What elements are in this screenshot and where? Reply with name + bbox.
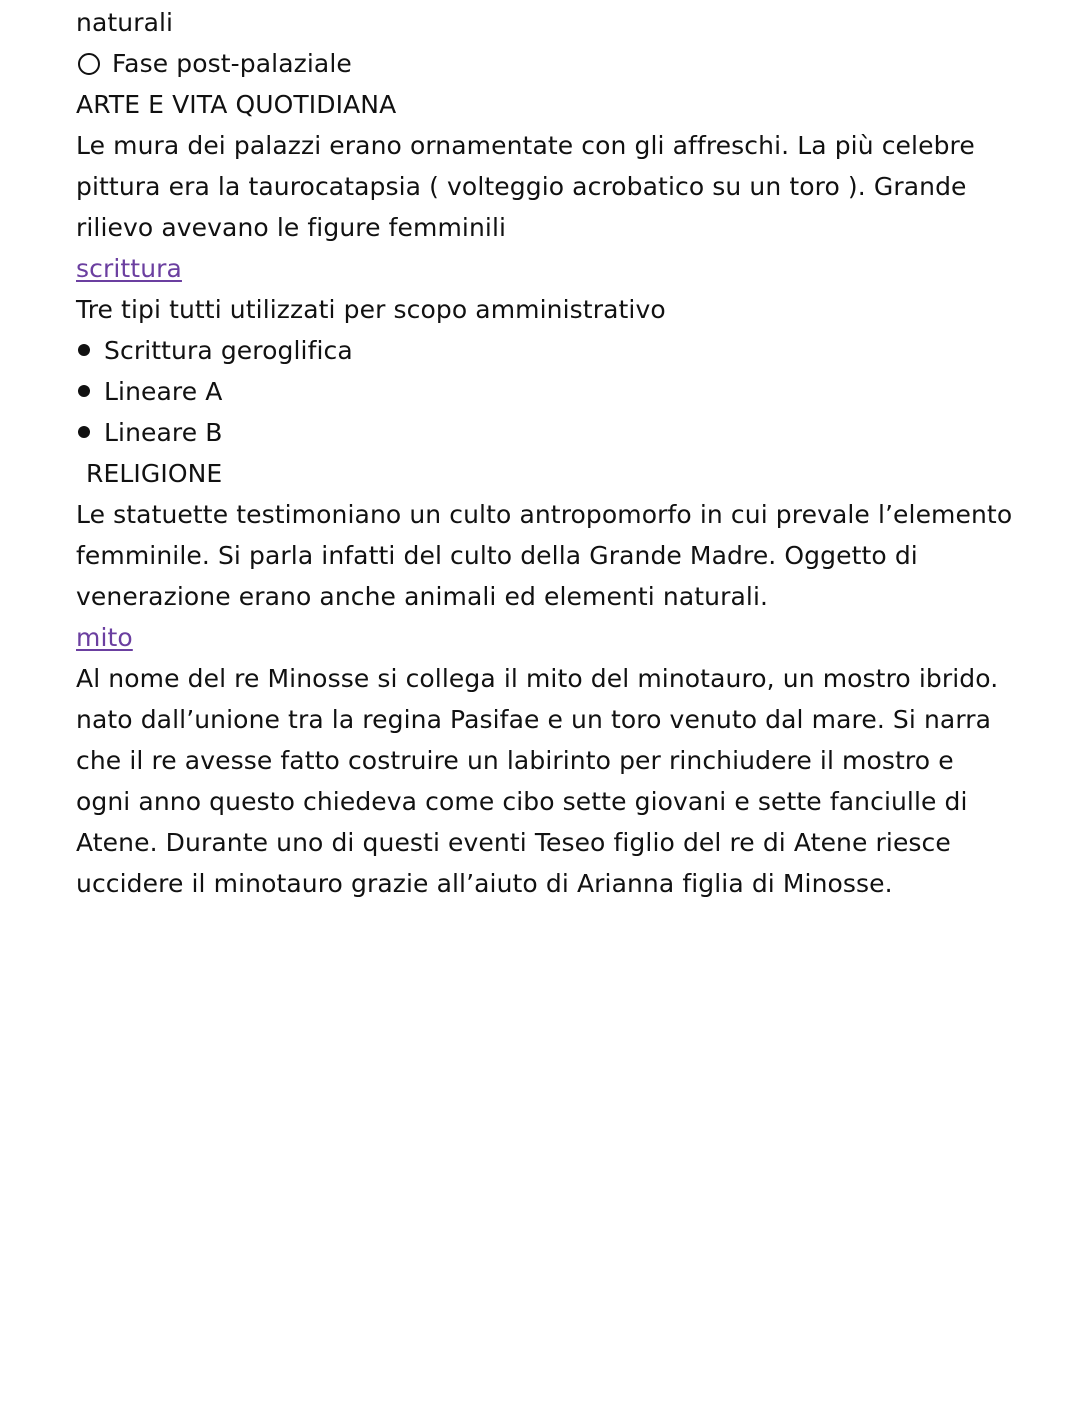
list-item — [76, 330, 1036, 371]
mito-paragraph-line: ogni anno questo chiedeva come cibo sette giovani e sette fanciulle di — [76, 787, 968, 816]
list-item — [76, 371, 1036, 412]
arte-heading: ARTE E VITA QUOTIDIANA — [76, 90, 397, 119]
religione-heading: RELIGIONE — [86, 459, 223, 488]
list-item-label: Scrittura geroglifica — [104, 336, 353, 365]
mito-paragraph-line: che il re avesse fatto costruire un labirinto per rinchiudere il mostro e — [76, 746, 954, 775]
post-palatial-label: Fase post-palaziale — [112, 49, 352, 78]
arte-paragraph-line: Le mura dei palazzi erano ornamentate con gli affreschi. La più celebre — [76, 131, 975, 160]
circle-bullet-icon — [78, 53, 100, 75]
scrittura-link[interactable]: scrittura — [76, 254, 182, 283]
mito-paragraph-line: uccidere il minotauro grazie all’aiuto di Arianna figlia di Minosse. — [76, 869, 893, 898]
mito-paragraph-line: nato dall’unione tra la regina Pasifae e un toro venuto dal mare. Si narra — [76, 705, 992, 734]
bullet-dot-icon — [78, 385, 90, 397]
mito-paragraph-line: Atene. Durante uno di questi eventi Teseo figlio del re di Atene riesce — [76, 828, 951, 857]
scrittura-intro: Tre tipi tutti utilizzati per scopo amministrativo — [76, 295, 666, 324]
religione-paragraph-line: venerazione erano anche animali ed elementi naturali. — [76, 582, 769, 611]
bullet-dot-icon — [78, 426, 90, 438]
arte-paragraph-line: rilievo avevano le figure femminili — [76, 213, 507, 242]
religione-paragraph-line: Le statuette testimoniano un culto antropomorfo in cui prevale l’elemento — [76, 500, 1013, 529]
post-palatial-item — [76, 43, 1036, 84]
list-item — [76, 412, 1036, 453]
mito-link[interactable]: mito — [76, 623, 133, 652]
mito-paragraph-line: Al nome del re Minosse si collega il mito del minotauro, un mostro ibrido. — [76, 664, 999, 693]
list-item-label: Lineare A — [104, 377, 223, 406]
list-item-label: Lineare B — [104, 418, 223, 447]
bullet-dot-icon — [78, 344, 90, 356]
arte-paragraph-line: pittura era la taurocatapsia ( volteggio acrobatico su un toro ). Grande — [76, 172, 967, 201]
document-page — [76, 0, 1036, 904]
intro-tail-text: naturali — [76, 8, 174, 37]
religione-paragraph-line: femminile. Si parla infatti del culto della Grande Madre. Oggetto di — [76, 541, 918, 570]
